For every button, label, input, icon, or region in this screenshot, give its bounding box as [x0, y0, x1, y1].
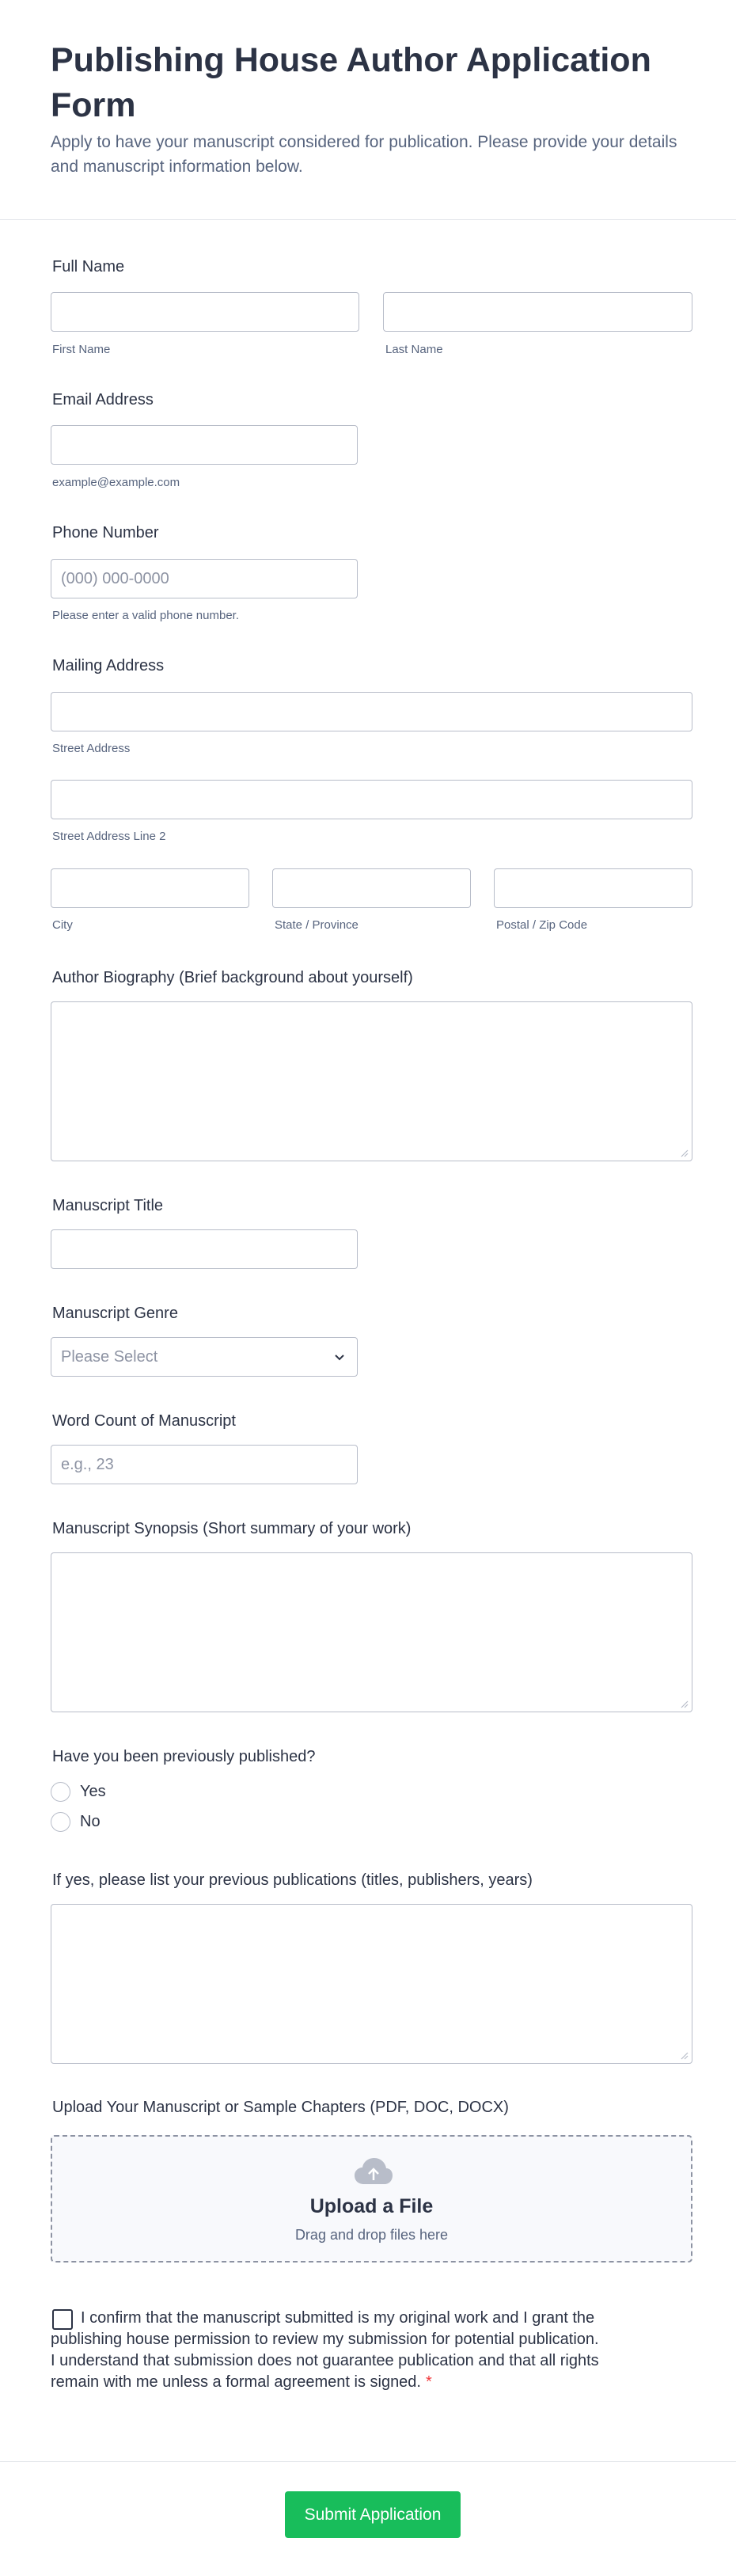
upload-subtitle: Drag and drop files here	[294, 2227, 449, 2243]
last-name-sublabel: Last Name	[385, 343, 443, 356]
biography-label: Author Biography (Brief background about yourself)	[52, 969, 413, 986]
biography-textarea[interactable]	[51, 1001, 692, 1161]
form-subtitle: Apply to have your manuscript considered for publication. Please provide your details and manuscript information below.	[51, 133, 677, 176]
zip-input[interactable]	[494, 868, 692, 908]
street-address-line2-sublabel: Street Address Line 2	[52, 830, 166, 843]
required-asterisk: *	[426, 2373, 432, 2391]
resize-grip-icon[interactable]	[679, 2050, 689, 2060]
radio-yes-label: Yes	[80, 1782, 106, 1800]
email-label: Email Address	[52, 391, 154, 408]
first-name-sublabel: First Name	[52, 343, 111, 356]
form-header	[0, 0, 736, 220]
street-address-sublabel: Street Address	[52, 742, 131, 755]
word-count-label: Word Count of Manuscript	[52, 1412, 236, 1430]
radio-yes[interactable]	[51, 1782, 70, 1802]
submit-button[interactable]: Submit Application	[285, 2491, 461, 2538]
street-address-line2-input[interactable]	[51, 780, 692, 819]
consent-label: I confirm that the manuscript submitted is my original work and I grant the publishing house permission to review my submission for potential publication. I understand that submission does not guarantee publication and that all rights remain with me unless a formal agreement is signed.	[51, 2309, 599, 2391]
upload-label: Upload Your Manuscript or Sample Chapters (PDF, DOC, DOCX)	[52, 2099, 509, 2116]
genre-select[interactable]	[51, 1337, 358, 1377]
form-footer-divider	[0, 2461, 736, 2462]
synopsis-label: Manuscript Synopsis (Short summary of your work)	[52, 1520, 412, 1537]
email-sublabel: example@example.com	[52, 476, 180, 489]
previous-publications-label: If yes, please list your previous publications (titles, publishers, years)	[52, 1871, 533, 1889]
resize-grip-icon[interactable]	[679, 1148, 689, 1157]
phone-label: Phone Number	[52, 524, 159, 541]
address-label: Mailing Address	[52, 657, 165, 674]
first-name-input[interactable]	[51, 292, 359, 332]
word-count-input[interactable]	[51, 1445, 358, 1484]
last-name-input[interactable]	[383, 292, 692, 332]
radio-no-label: No	[80, 1812, 101, 1830]
radio-no[interactable]	[51, 1812, 70, 1832]
full-name-label: Full Name	[52, 258, 125, 275]
state-sublabel: State / Province	[275, 918, 359, 932]
radio-option-no[interactable]	[51, 1810, 101, 1833]
upload-title: Upload a File	[309, 2195, 434, 2217]
chevron-down-icon	[332, 1349, 347, 1365]
genre-label: Manuscript Genre	[52, 1305, 178, 1322]
consent-text	[51, 2308, 605, 2393]
previous-publications-textarea[interactable]	[51, 1904, 692, 2064]
email-input[interactable]	[51, 425, 358, 465]
city-sublabel: City	[52, 918, 73, 932]
form-title: Publishing House Author Application Form	[51, 41, 651, 124]
cloud-upload-icon	[353, 2156, 394, 2187]
manuscript-title-input[interactable]	[51, 1229, 358, 1269]
city-input[interactable]	[51, 868, 249, 908]
synopsis-textarea[interactable]	[51, 1552, 692, 1712]
state-input[interactable]	[272, 868, 471, 908]
previously-published-label: Have you been previously published?	[52, 1748, 316, 1765]
file-upload-dropzone[interactable]	[51, 2135, 692, 2263]
phone-sublabel: Please enter a valid phone number.	[52, 609, 239, 622]
genre-selected-value: Please Select	[61, 1348, 158, 1366]
zip-sublabel: Postal / Zip Code	[496, 918, 588, 932]
manuscript-title-label: Manuscript Title	[52, 1197, 164, 1214]
street-address-input[interactable]	[51, 692, 692, 731]
resize-grip-icon[interactable]	[679, 1699, 689, 1708]
radio-option-yes[interactable]	[51, 1780, 106, 1803]
phone-input[interactable]	[51, 559, 358, 598]
